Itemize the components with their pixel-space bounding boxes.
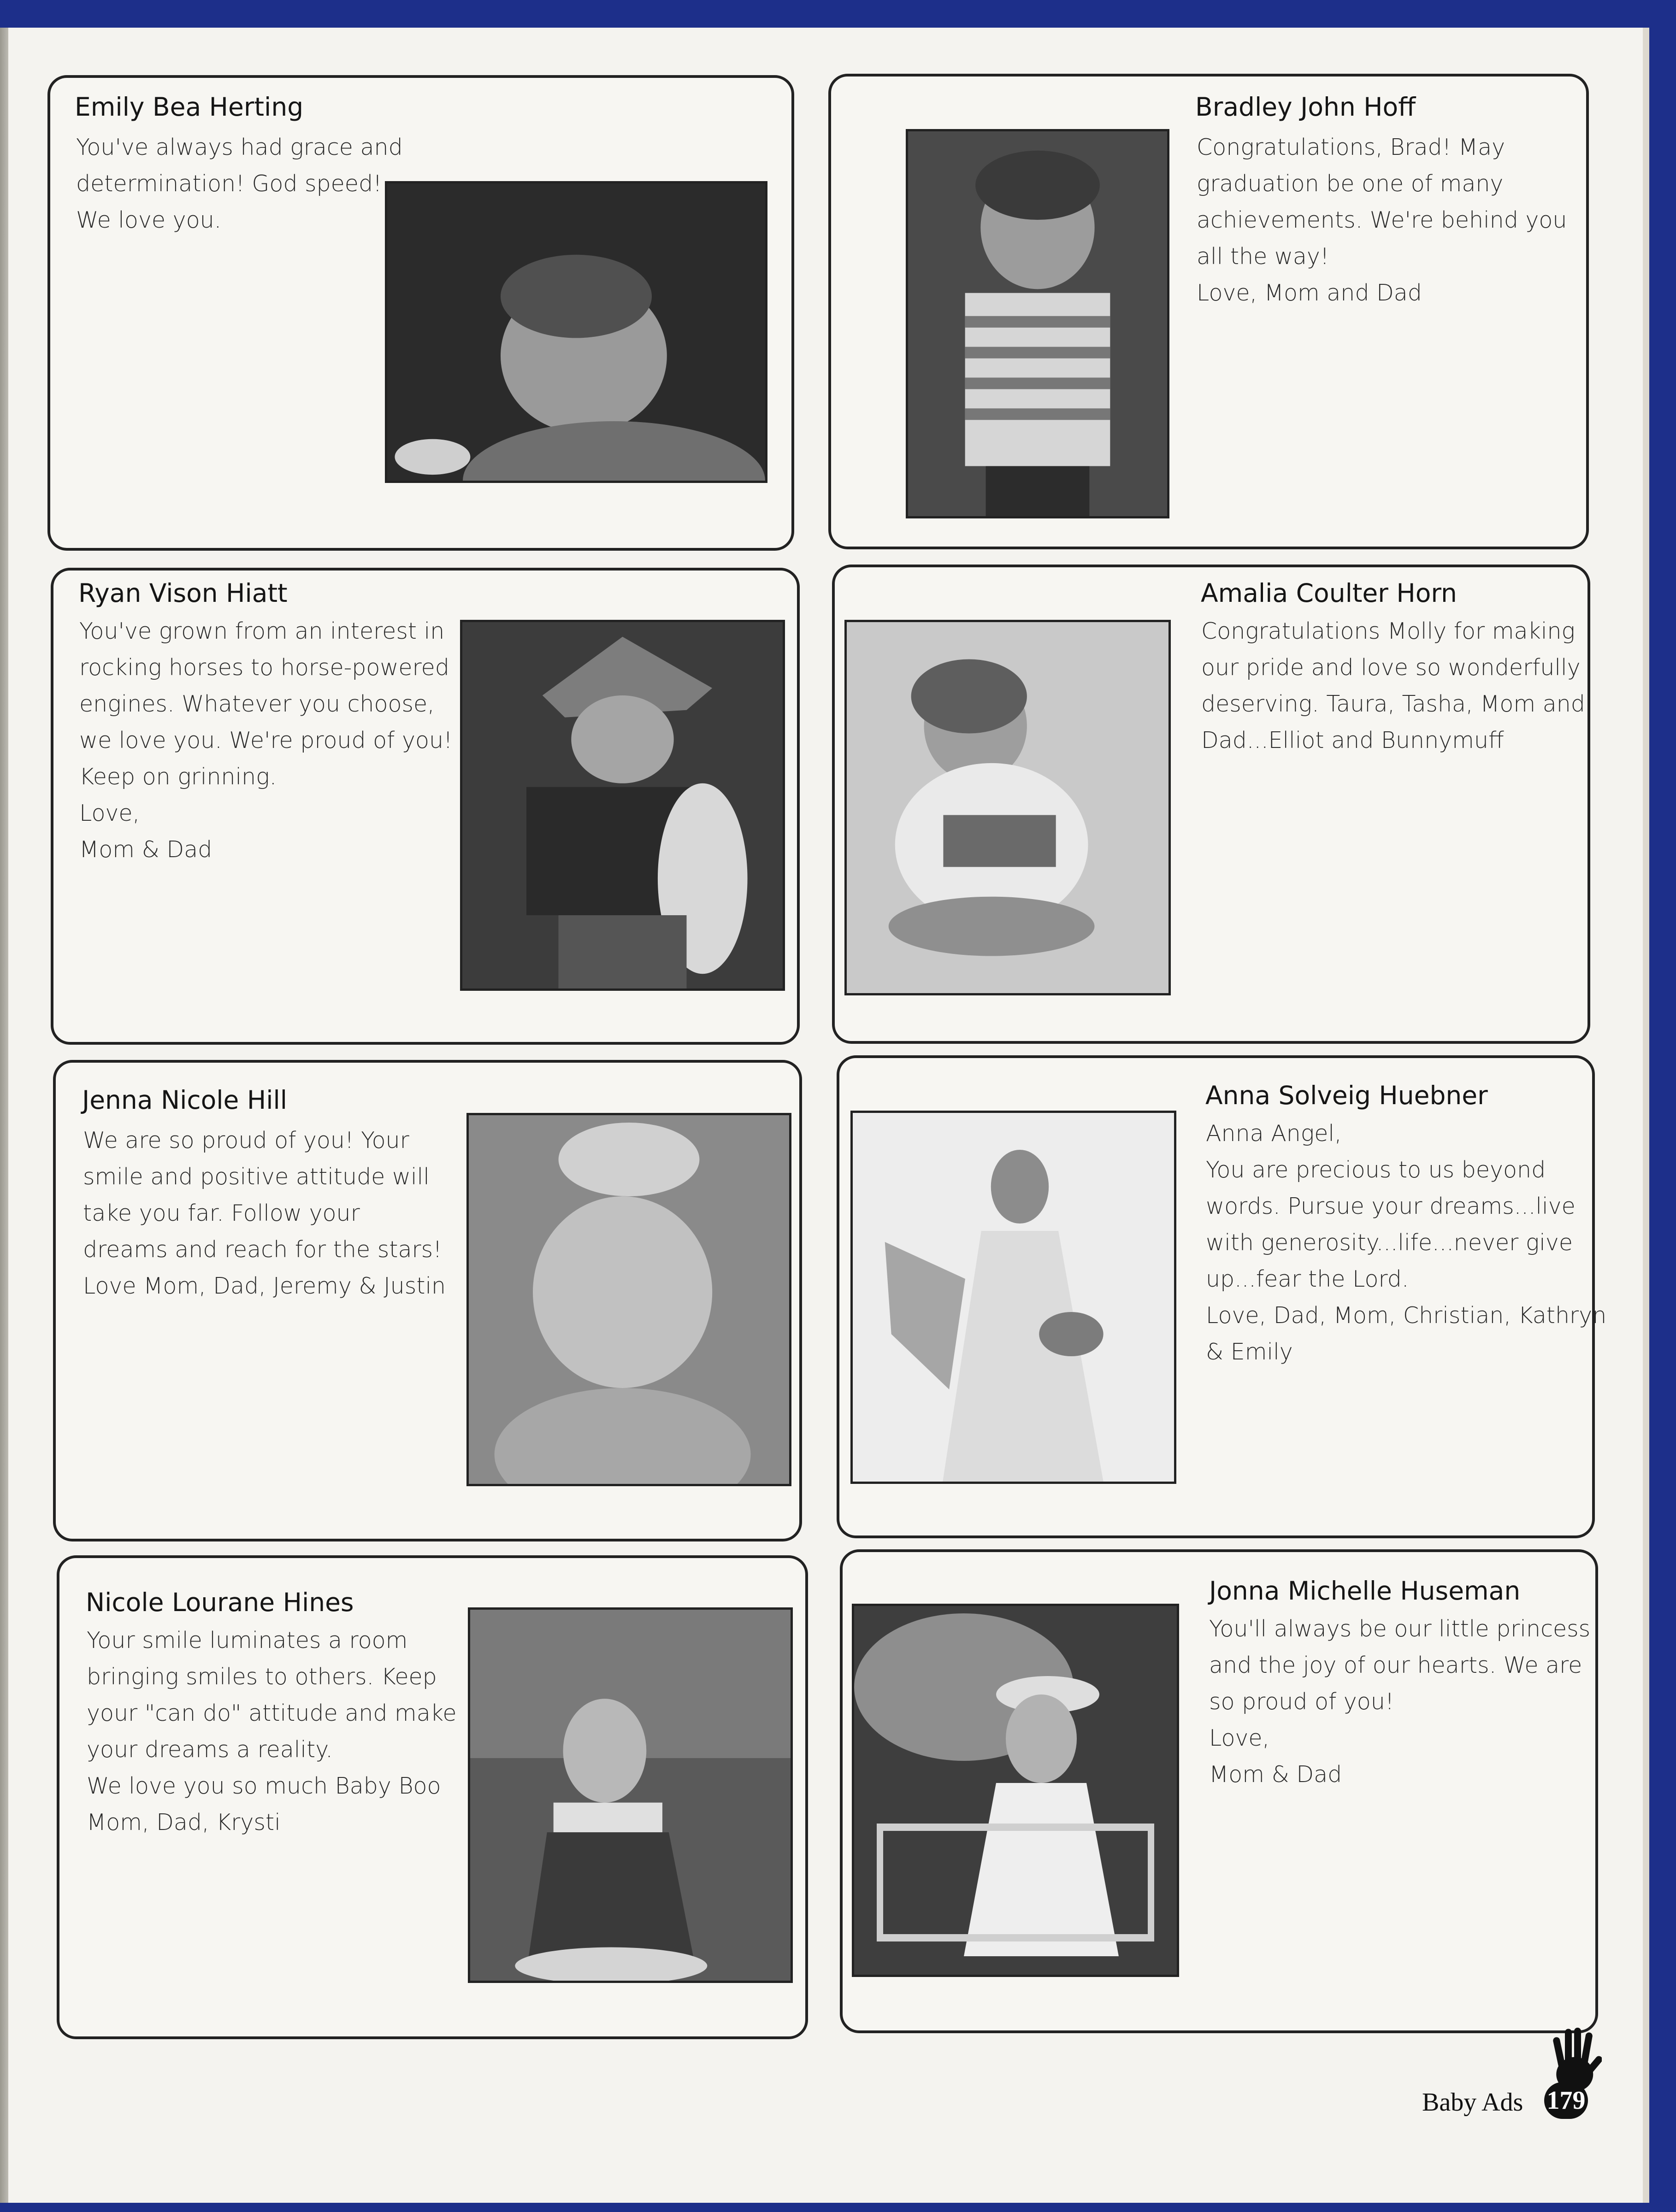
message-line: Mom, Dad, Krysti <box>87 1809 281 1835</box>
message-line: our pride and love so wonderfully <box>1201 654 1581 681</box>
message-line: your "can do" attitude and make <box>87 1700 457 1726</box>
message-line: You've always had grace and <box>76 134 403 160</box>
message-line: graduation be one of many <box>1197 171 1504 197</box>
message-line: Mom & Dad <box>1209 1761 1342 1788</box>
baby-photo <box>460 620 785 991</box>
message-line: Anna Angel, <box>1206 1120 1342 1147</box>
message-line: Congratulations Molly for making <box>1201 618 1575 644</box>
baby-photo <box>906 129 1169 518</box>
message-line: with generosity...life...never give <box>1206 1230 1573 1256</box>
message-line: smile and positive attitude will <box>83 1164 430 1190</box>
baby-ad-message <box>1197 129 1567 311</box>
baby-ad-name: Ryan Vison Hiatt <box>78 578 288 608</box>
baby-photo <box>844 620 1171 995</box>
baby-photo <box>385 181 767 483</box>
message-line: take you far. Follow your <box>83 1200 360 1226</box>
message-line: your dreams a reality. <box>87 1736 333 1763</box>
message-line: We love you so much Baby Boo <box>87 1773 441 1799</box>
message-line: dreams and reach for the stars! <box>83 1236 442 1263</box>
baby-ad-name: Nicole Lourane Hines <box>86 1588 354 1617</box>
message-line: Love, <box>79 800 140 826</box>
message-line: words. Pursue your dreams...live <box>1206 1193 1576 1219</box>
baby-ad-message <box>1201 613 1585 759</box>
message-line: We are so proud of you! Your <box>83 1127 409 1153</box>
message-line: Congratulations, Brad! May <box>1197 134 1505 160</box>
baby-ad-name: Amalia Coulter Horn <box>1201 578 1457 608</box>
section-label: Baby Ads <box>1422 2088 1523 2117</box>
message-line: Mom & Dad <box>79 836 212 863</box>
message-line: Love Mom, Dad, Jeremy & Justin <box>83 1273 446 1299</box>
message-line: we love you. We're proud of you! <box>79 727 453 753</box>
baby-ad-message <box>1206 1115 1606 1370</box>
baby-ad-name: Bradley John Hoff <box>1195 92 1416 122</box>
message-line: Keep on grinning. <box>79 764 277 790</box>
message-line: Love, Mom and Dad <box>1197 280 1422 306</box>
message-line: You've grown from an interest in <box>79 618 445 644</box>
baby-ad-message <box>83 1122 446 1304</box>
message-line: bringing smiles to others. Keep <box>87 1664 437 1690</box>
message-line: You are precious to us beyond <box>1206 1157 1546 1183</box>
message-line: engines. Whatever you choose, <box>79 691 435 717</box>
baby-ad-name: Emily Bea Herting <box>75 92 304 122</box>
message-line: rocking horses to horse-powered <box>79 654 449 681</box>
message-line: & Emily <box>1206 1339 1293 1365</box>
baby-ad-message <box>79 613 453 868</box>
baby-ad-name: Jonna Michelle Huseman <box>1209 1576 1521 1606</box>
message-line: Love, <box>1209 1725 1270 1751</box>
message-line: Dad...Elliot and Bunnymuff <box>1201 727 1504 753</box>
baby-photo <box>468 1607 793 1983</box>
message-line: and the joy of our hearts. We are <box>1209 1652 1582 1678</box>
baby-ad-name: Jenna Nicole Hill <box>82 1085 288 1115</box>
message-line: all the way! <box>1197 243 1329 270</box>
baby-ad-message <box>76 129 403 238</box>
message-line: achievements. We're behind you <box>1197 207 1567 233</box>
baby-ad-name: Anna Solveig Huebner <box>1205 1081 1488 1110</box>
message-line: deserving. Taura, Tasha, Mom and <box>1201 691 1585 717</box>
message-line: up...fear the Lord. <box>1206 1266 1409 1292</box>
page-number: 179 <box>1544 2082 1588 2119</box>
baby-photo <box>466 1113 791 1486</box>
baby-ad-message <box>1209 1611 1590 1793</box>
message-line: Love, Dad, Mom, Christian, Kathryn <box>1206 1302 1607 1329</box>
message-line: so proud of you! <box>1209 1688 1394 1715</box>
baby-photo <box>852 1604 1179 1977</box>
baby-ad-message <box>87 1622 457 1841</box>
message-line: determination! God speed! <box>76 171 382 197</box>
baby-photo <box>850 1111 1176 1484</box>
message-line: We love you. <box>76 207 222 233</box>
message-line: Your smile luminates a room <box>87 1627 408 1653</box>
message-line: You'll always be our little princess <box>1209 1616 1591 1642</box>
